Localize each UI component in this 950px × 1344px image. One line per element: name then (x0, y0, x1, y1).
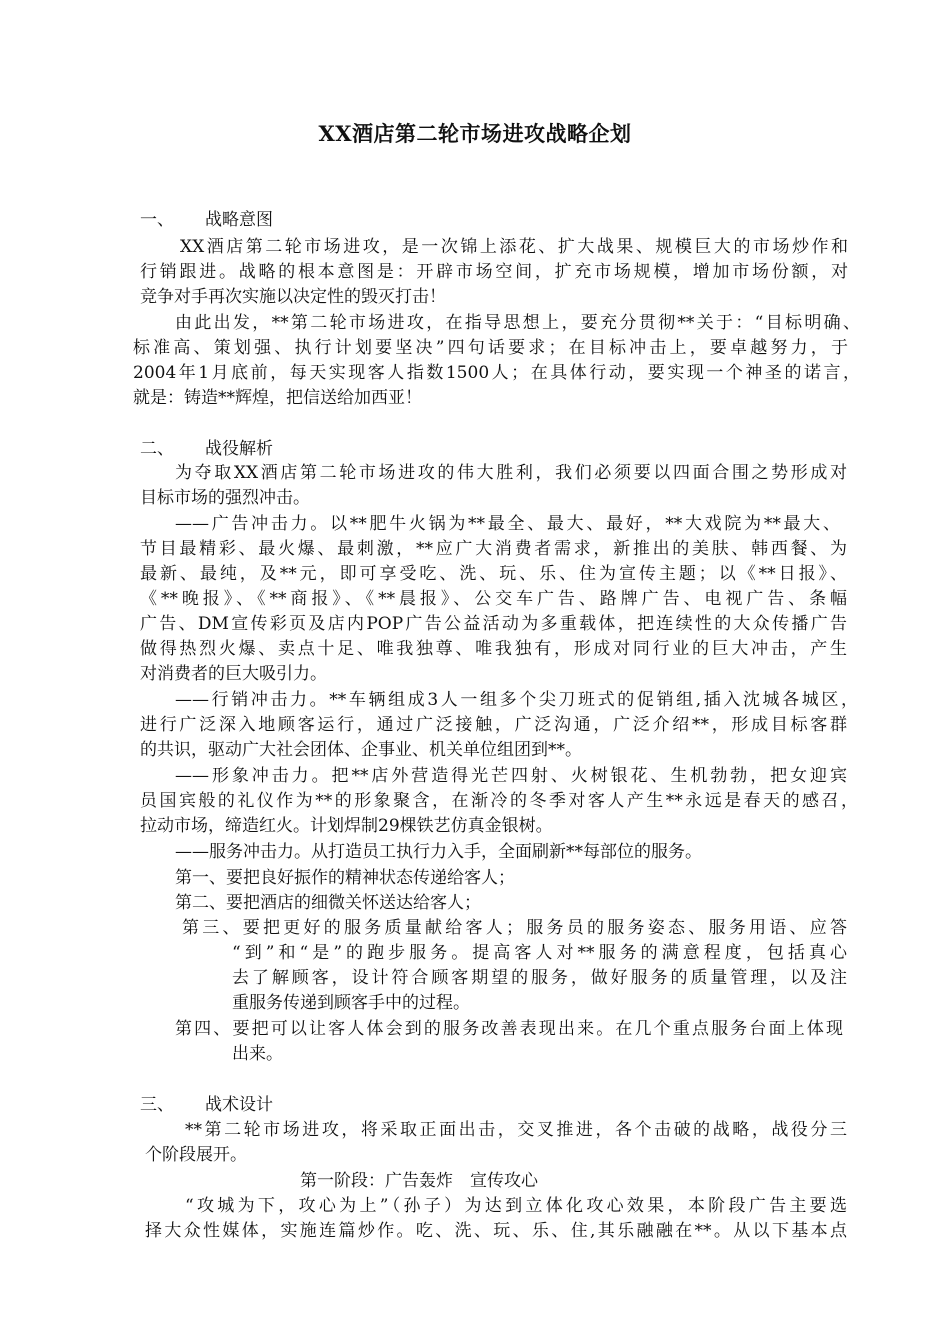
paragraph-line: **第二轮市场进攻，将采取正面出击，交叉推进，各个击破的战略，战役分三 (185, 1120, 847, 1140)
paragraph-line: 2004年1月底前，每天实现客人指数1500人；在具体行动，要实现一个神圣的诺言， (133, 363, 860, 383)
paragraph-line: 最新、最纯，及**元，即可享受吃、洗、玩、乐、住为宣传主题；以《**日报》、 (140, 564, 847, 584)
list-item: 第一、要把良好振作的精神状态传递给客人； (175, 868, 515, 888)
section-heading-2: 战役解析 (205, 439, 273, 459)
paragraph-line: 节目最精彩、最火爆、最刺激，**应广大消费者需求，新推出的美肤、韩西餐、为 (140, 539, 847, 559)
list-item-continuation: 重服务传递到顾客手中的过程。 (232, 993, 470, 1013)
paragraph-line: 进行广泛深入地顾客运行，通过广泛接触，广泛沟通，广泛介绍**，形成目标客群 (140, 715, 847, 735)
section-heading-1: 战略意图 (205, 210, 273, 230)
paragraph-line: 拉动市场，缔造红火。计划焊制29棵铁艺仿真金银树。 (140, 816, 553, 836)
section-number-1: 一、 (140, 210, 174, 230)
list-item-continuation: 去了解顾客，设计符合顾客期望的服务，做好服务的质量管理，以及注 (232, 968, 847, 988)
paragraph-line: ——服务冲击力。从打造员工执行力入手，全面刷新**每部位的服务。 (175, 842, 702, 862)
paragraph-line: 标准高、策划强、执行计划要坚决”四句话要求；在目标冲击上，要卓越努力，于 (133, 338, 848, 358)
paragraph-line: ——广告冲击力。以**肥牛火锅为**最全、最大、最好，**大戏院为**最大、 (175, 514, 840, 534)
paragraph-line: ——行销冲击力。**车辆组成3人一组多个尖刀班式的促销组,插入沈城各城区， (175, 690, 858, 710)
section-number-2: 二、 (140, 439, 174, 459)
list-item: 第二、要把酒店的细微关怀送达给客人； (175, 893, 481, 913)
paragraph-line: 员国宾般的礼仪作为**的形象聚含，在渐冷的冬季对客人产生**永远是春天的感召， (140, 791, 858, 811)
list-item-continuation: “到”和“是”的跑步服务。提高客人对**服务的满意程度，包括真心 (232, 943, 847, 963)
paragraph-line: “攻城为下，攻心为上”（孙子）为达到立体化攻心效果，本阶段广告主要选 (185, 1196, 847, 1216)
paragraph-line: 竞争对手再次实施以决定性的毁灭打击！ (140, 287, 446, 307)
paragraph-line: 择大众性媒体，实施连篇炒作。吃、洗、玩、乐、住,其乐融融在**。从以下基本点 (145, 1221, 847, 1241)
list-item-continuation: 出来。 (232, 1044, 283, 1064)
paragraph-line: 做得热烈火爆、卖点十足、唯我独尊、唯我独有，形成对同行业的巨大冲击，产生 (140, 639, 847, 659)
list-item: 第四、要把可以让客人体会到的服务改善表现出来。在几个重点服务台面上体现 (175, 1019, 843, 1039)
paragraph-line: 行销跟进。战略的根本意图是：开辟市场空间，扩充市场规模，增加市场份额，对 (140, 262, 848, 282)
paragraph-line: 对消费者的巨大吸引力。 (140, 664, 327, 684)
paragraph-line: 《**晚报》、《**商报》、《**晨报》、公交车广告、路牌广告、电视广告、条幅 (140, 589, 847, 609)
list-item: 第三、要把更好的服务质量献给客人；服务员的服务姿态、服务用语、应答 (182, 918, 847, 938)
section-number-3: 三、 (140, 1095, 174, 1115)
paragraph-line: 的共识，驱动广大社会团体、企事业、机关单位组团到**。 (140, 740, 582, 760)
paragraph-line: 广告、DM宣传彩页及店内POP广告公益活动为多重载体，把连续性的大众传播广告 (140, 614, 847, 634)
paragraph-line: 为夺取XX酒店第二轮市场进攻的伟大胜利，我们必须要以四面合围之势形成对 (175, 463, 847, 483)
phase-heading: 第一阶段：广告轰炸 宣传攻心 (300, 1171, 538, 1191)
section-heading-3: 战术设计 (205, 1095, 273, 1115)
paragraph-line: 由此出发，**第二轮市场进攻，在指导思想上，要充分贯彻**关于：“目标明确、 (175, 313, 860, 333)
paragraph-line: 目标市场的强烈冲击。 (140, 488, 310, 508)
paragraph-line: XX酒店第二轮市场进攻，是一次锦上添花、扩大战果、规模巨大的市场炒作和 (180, 237, 848, 257)
paragraph-line: ——形象冲击力。把**店外营造得光芒四射、火树银花、生机勃勃，把女迎宾 (175, 766, 847, 786)
paragraph-line: 个阶段展开。 (145, 1145, 247, 1165)
paragraph-line: 就是：铸造**辉煌，把信送给加西亚！ (133, 388, 422, 408)
document-title: XX酒店第二轮市场进攻战略企划 (318, 121, 632, 146)
